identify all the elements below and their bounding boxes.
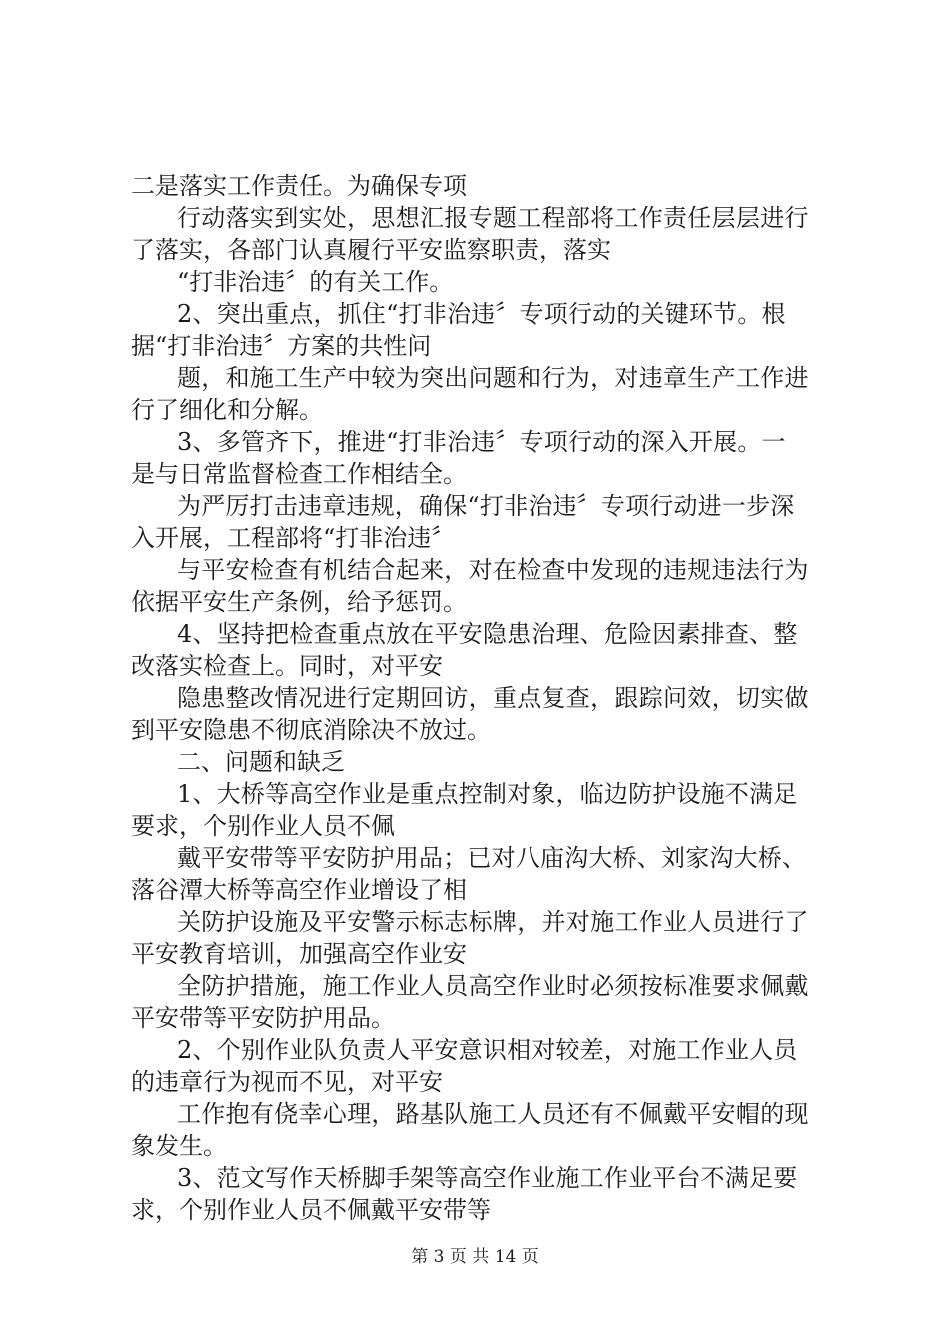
text-line: 关防护设施及平安警示标志标牌，并对施工作业人员进行了: [177, 908, 809, 936]
text-line: 要求，个别作业人员不佩: [131, 812, 395, 840]
text-line: 行动落实到实处，思想汇报专题工程部将工作责任层层进行: [177, 204, 809, 232]
text-line: 戴平安带等平安防护用品；已对八庙沟大桥、刘家沟大桥、: [177, 844, 807, 872]
section-heading: 二、问题和缺乏: [177, 748, 345, 776]
text-line: 1、大桥等高空作业是重点控制对象，临边防护设施不满足: [177, 780, 798, 808]
text-line: 落谷潭大桥等高空作业增设了相: [131, 876, 467, 904]
text-line: 入开展，工程部将“打非治违〞: [131, 524, 456, 552]
text-line: 3、多管齐下，推进“打非治违〞专项行动的深入开展。一: [177, 428, 786, 456]
text-line: 2、个别作业队负责人平安意识相对较差，对施工作业人员: [177, 1036, 798, 1064]
text-line: 是与日常监督检查工作相结全。: [131, 460, 467, 488]
text-line: 为严厉打击违章违规，确保“打非治违〞专项行动进一步深: [177, 492, 795, 520]
text-line: 了落实，各部门认真履行平安监察职责，落实: [131, 236, 611, 264]
text-line: 平安教育培训，加强高空作业安: [131, 940, 467, 968]
text-line: 题，和施工生产中较为突出问题和行为，对违章生产工作进: [177, 364, 809, 392]
text-line: 3、范文写作天桥脚手架等高空作业施工作业平台不满足要: [177, 1164, 798, 1192]
page-number-footer: 第 3 页 共 14 页: [411, 1247, 539, 1267]
text-line: 平安带等平安防护用品。: [131, 1004, 395, 1032]
text-line: 求，个别作业人员不佩戴平安带等: [131, 1196, 491, 1224]
text-line: 到平安隐患不彻底消除决不放过。: [131, 716, 491, 744]
text-line: 2、突出重点，抓住“打非治违〞专项行动的关键环节。根: [177, 300, 786, 328]
text-line: 的违章行为视而不见，对平安: [131, 1068, 443, 1096]
text-line: “打非治违〞的有关工作。: [177, 268, 454, 296]
text-line: 与平安检查有机结合起来，对在检查中发现的违规违法行为: [177, 556, 809, 584]
text-line: 依据平安生产条例，给予惩罚。: [131, 588, 467, 616]
text-line: 隐患整改情况进行定期回访，重点复查，跟踪问效，切实做: [177, 684, 809, 712]
text-line: 象发生。: [131, 1132, 227, 1160]
text-line: 全防护措施，施工作业人员高空作业时必须按标准要求佩戴: [177, 972, 809, 1000]
text-line: 工作抱有侥幸心理，路基队施工人员还有不佩戴平安帽的现: [177, 1100, 809, 1128]
text-line: 行了细化和分解。: [131, 396, 323, 424]
text-line: 据“打非治违〞方案的共性问: [131, 332, 432, 360]
text-line: 二是落实工作责任。为确保专项: [131, 172, 467, 200]
text-line: 4、坚持把检查重点放在平安隐患治理、危险因素排查、整: [177, 620, 798, 648]
text-line: 改落实检查上。同时，对平安: [131, 652, 443, 680]
